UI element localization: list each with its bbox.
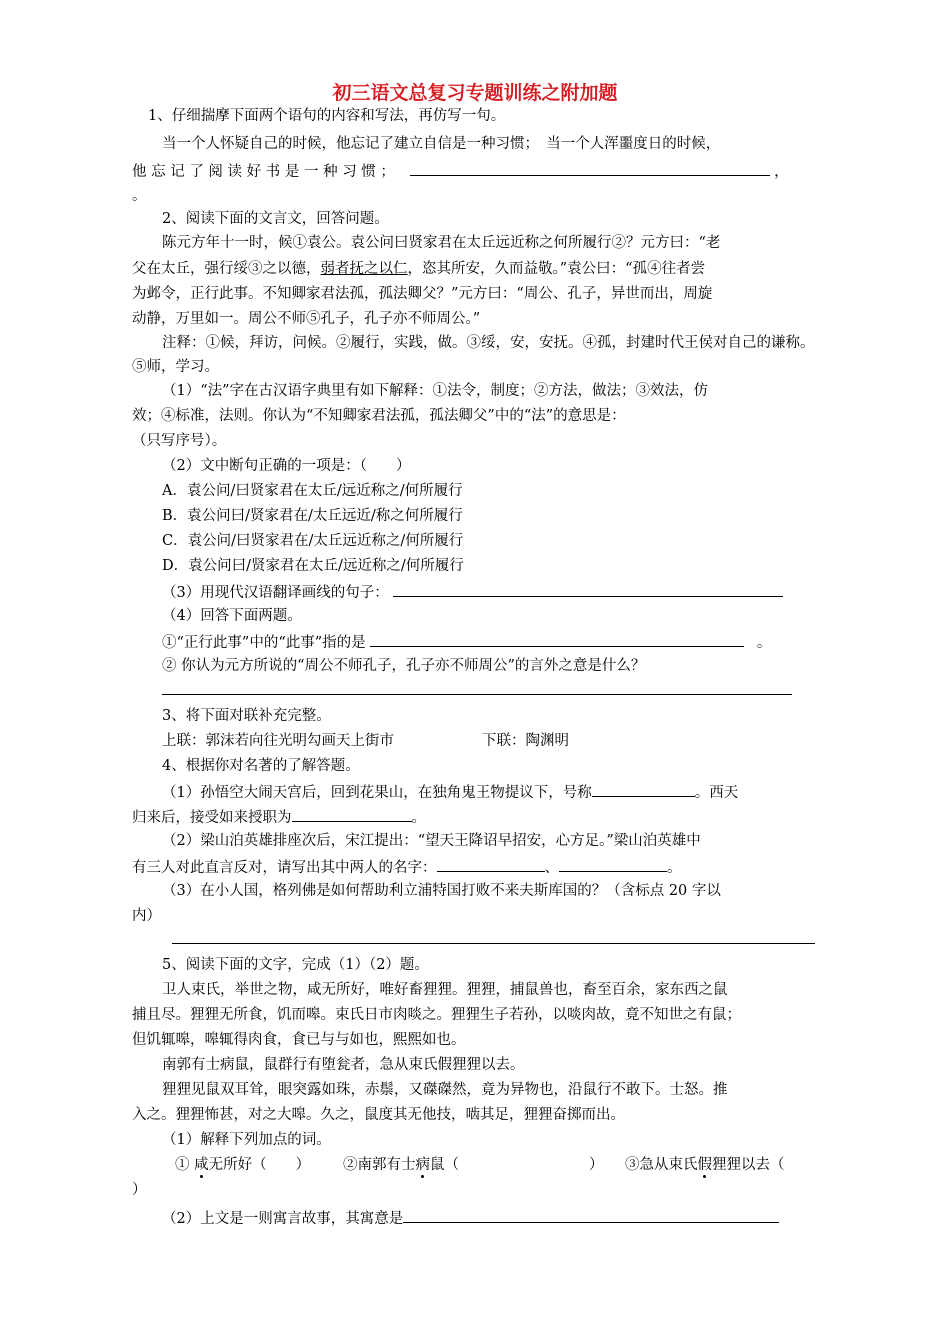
q2-sub4a-end: 。 <box>756 635 772 651</box>
q2-sub4a <box>162 631 771 653</box>
q4-stem: 4、根据你对名著的了解答题。 <box>162 758 360 774</box>
q4-sub2-separator: 、 <box>544 860 559 876</box>
q5-passage-line3: 但饥辄嗥，嗥辄得肉食，食已与与如也，熙熙如也。 <box>132 1032 466 1048</box>
q4-sub1-position-blank[interactable] <box>292 806 412 822</box>
q2-translation-blank[interactable] <box>393 581 783 597</box>
q5-item3-suffix: 狸狸以去（ <box>712 1157 785 1173</box>
q2-passage-line2 <box>132 259 705 279</box>
q2-sub4b: ② 你认为元方所说的“周公不师孔子，孔子亦不师周公”的言外之意是什么？ <box>162 658 646 674</box>
q2-option-d[interactable]: D．袁公问曰/贤家君在太丘/远近称之/何所履行 <box>162 558 464 574</box>
q4-sub1-line2-text: 归来后，接受如来授职为 <box>132 810 292 826</box>
q3-lower-couplet[interactable]: 下联：陶渊明 <box>482 733 569 749</box>
q5-passage-line6: 入之。狸狸怖甚，对之大嗥。久之，鼠度其无他技，啮其足，狸狸奋掷而出。 <box>132 1107 625 1123</box>
q4-sub1-line1 <box>162 781 738 803</box>
q5-word-item-1[interactable] <box>175 1155 310 1175</box>
q5-passage-line1: 卫人束氏，举世之物，咸无所好，唯好畜狸狸。狸狸，捕鼠兽也，畜至百余，家东西之鼠 <box>162 982 728 998</box>
q5-passage-line5: 狸狸见鼠双耳耸，眼突露如珠，赤鬃，又磔磔然，竟为异物也，沿鼠行不敢下。士怒。推 <box>162 1082 728 1098</box>
q4-sub2-line2 <box>132 856 682 878</box>
q2-sub3-text: （3）用现代汉语翻译画线的句子： <box>162 585 389 601</box>
q5-item2-close: ） <box>589 1157 604 1173</box>
q2-sub1-line1: （1）“法”字在古汉语字典里有如下解释：①法令，制度；②方法，做法；③效法，仿 <box>162 383 709 399</box>
q5-word-item-2[interactable] <box>343 1155 604 1175</box>
q5-word-item-3[interactable] <box>625 1155 785 1175</box>
q1-stem: 1、仔细揣摩下面两个语句的内容和写法，再仿写一句。 <box>148 108 506 124</box>
q4-sub3-line2: 内） <box>132 908 161 924</box>
q2-passage-line2-b: ，恣其所安，久而益敬。”袁公曰：“孤④往者尝 <box>407 261 706 277</box>
q4-sub3-line1: （3）在小人国，格列佛是如何帮助利立浦特国打败不来夫斯库国的？（含标点 20 字以 <box>162 883 721 899</box>
q5-item2-prefix: ②南郭有士 <box>343 1157 416 1173</box>
q5-stem: 5、阅读下面的文字，完成（1）（2）题。 <box>162 957 429 973</box>
q2-underlined-sentence: 弱者抚之以仁 <box>320 261 408 277</box>
q2-notes-line2: ⑤师，学习。 <box>132 359 219 375</box>
q4-sub1-end: 。西天 <box>694 785 739 801</box>
q2-sub1-line2: 效；④标准，法则。你认为“不知卿家君法孤，孤法卿父”中的“法”的意思是： <box>132 408 626 424</box>
q2-option-c[interactable]: C．袁公问/曰贤家君在/太丘远近称之/何所履行 <box>162 533 464 549</box>
q2-option-b[interactable]: B．袁公问曰/贤家君在/太丘远近/称之何所履行 <box>162 508 463 524</box>
q4-sub1-title-blank[interactable] <box>592 781 695 797</box>
q5-item3-close: ） <box>132 1182 147 1198</box>
q3-stem: 3、将下面对联补充完整。 <box>162 708 331 724</box>
q5-sub2 <box>162 1207 779 1229</box>
q5-item1-prefix: ① <box>175 1157 195 1173</box>
q1-line3: 。 <box>132 188 147 204</box>
q1-line2-text: 他 忘 记 了 阅 读 好 书 是 一 种 习 惯 ； <box>132 164 395 180</box>
q5-item3-prefix: ③急从束氏 <box>625 1157 698 1173</box>
q4-sub2-line1: （2）梁山泊英雄排座次后，宋江提出：“望天王降诏早招安，心方足。”梁山泊英雄中 <box>162 833 701 849</box>
q2-option-a[interactable]: A．袁公问/曰贤家君在太丘/远近称之/何所履行 <box>162 483 463 499</box>
q5-sub2-text: （2）上文是一则寓言故事，其寓意是 <box>162 1211 404 1227</box>
q1-line2 <box>132 160 789 182</box>
q2-sub4a-text: ①“正行此事”中的“此事”指的是 <box>162 635 366 651</box>
q5-item1-dotted-word: 咸 <box>194 1157 209 1173</box>
q2-passage-line1: 陈元方年十一时，候①袁公。袁公问曰贤家君在太丘远近称之何所履行②？元方曰：“老 <box>162 235 721 251</box>
q1-line1: 当一个人怀疑自己的时候，他忘记了建立自信是一种习惯； 当一个人浑噩度日的时候， <box>162 136 721 152</box>
q2-sub2: （2）文中断句正确的一项是：（ ） <box>162 458 411 474</box>
q4-sub1-line2 <box>132 806 426 828</box>
q5-item2-suffix: 鼠（ <box>430 1157 459 1173</box>
q2-sub4a-blank[interactable] <box>370 631 744 647</box>
q1-line2-end: ， <box>774 164 789 180</box>
q5-item2-dotted-word: 病 <box>415 1157 430 1173</box>
q4-sub1-text: （1）孙悟空大闹天宫后，回到花果山，在独角鬼王物提议下，号称 <box>162 785 592 801</box>
q5-sub1: （1）解释下列加点的词。 <box>162 1132 331 1148</box>
q2-passage-line3: 为邺令，正行此事。不知卿家君法孤，孤法卿父？”元方曰：“周公、孔子，异世而出，周旋 <box>132 286 713 302</box>
q4-name2-blank[interactable] <box>559 856 667 872</box>
q4-sub2-line2-text: 有三人对此直言反对，请写出其中两人的名字： <box>132 860 437 876</box>
q4-sub2-line2-end: 。 <box>667 860 682 876</box>
q2-stem: 2、阅读下面的文言文，回答问题。 <box>162 211 389 227</box>
q5-item3-dotted-word: 假 <box>697 1157 712 1173</box>
q4-sub1-line2-end: 。 <box>411 810 426 826</box>
q2-passage-line4: 动静，万里如一。周公不师⑤孔子，孔子亦不师周公。” <box>132 311 481 327</box>
q5-moral-blank[interactable] <box>403 1207 779 1223</box>
q4-sub3-answer-line[interactable] <box>172 943 815 944</box>
q2-sub4b-answer-line[interactable] <box>162 694 792 695</box>
q2-sub4: （4）回答下面两题。 <box>162 608 302 624</box>
q5-passage-line4: 南郭有士病鼠，鼠群行有堕瓮者，急从束氏假狸狸以去。 <box>162 1057 525 1073</box>
q2-notes-line1: 注释：①候，拜访，问候。②履行，实践，做。③绥，安，安抚。④孤，封建时代王侯对自己的谦称。 <box>162 335 815 351</box>
q2-sub3 <box>162 581 783 603</box>
page-title: 初三语文总复习专题训练之附加题 <box>332 82 618 104</box>
q3-upper-couplet: 上联：郭沫若向往光明勾画天上街市 <box>162 733 394 749</box>
q2-passage-line2-a: 父在太丘，强行绥③之以德， <box>132 261 321 277</box>
q4-name1-blank[interactable] <box>437 856 545 872</box>
q5-item1-suffix: 无所好（ ） <box>208 1157 311 1173</box>
q1-answer-blank[interactable] <box>410 160 770 176</box>
q2-sub1-line3: （只写序号）。 <box>132 433 227 449</box>
q5-passage-line2: 捕且尽。狸狸无所食，饥而嗥。束氏日市肉啖之。狸狸生子若孙，以啖肉故，竟不知世之有鼠； <box>132 1007 741 1023</box>
